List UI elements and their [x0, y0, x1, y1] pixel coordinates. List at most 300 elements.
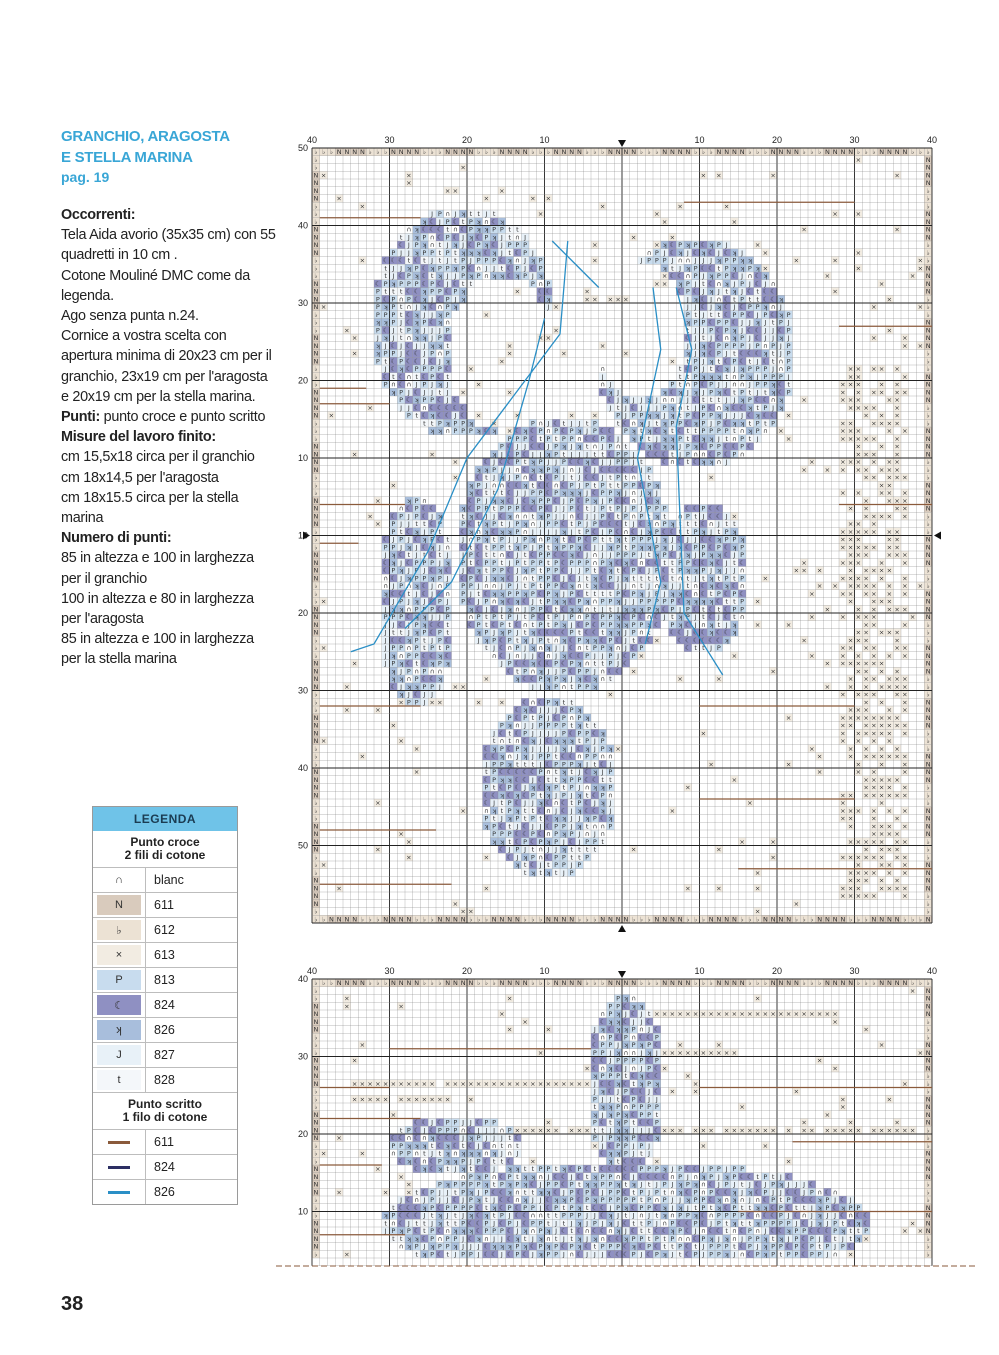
svg-text:♭: ♭	[369, 148, 372, 156]
svg-text:P: P	[624, 427, 628, 435]
svg-text:∩: ∩	[631, 489, 636, 497]
svg-text:J: J	[686, 342, 689, 350]
svg-text:t: t	[687, 528, 690, 536]
svg-text:×: ×	[902, 574, 907, 582]
svg-text:×: ×	[863, 404, 868, 412]
svg-text:∩: ∩	[406, 303, 411, 311]
svg-text:☾: ☾	[739, 357, 745, 365]
svg-text:ʞ: ʞ	[399, 605, 403, 613]
svg-text:J: J	[391, 326, 394, 334]
svg-text:ʞ: ʞ	[500, 598, 504, 606]
svg-text:×: ×	[453, 458, 458, 466]
svg-text:×: ×	[662, 272, 667, 280]
svg-text:J: J	[446, 574, 449, 582]
svg-text:t: t	[454, 249, 457, 257]
svg-text:J: J	[678, 605, 681, 613]
svg-text:J: J	[384, 551, 387, 559]
page-reference: pag. 19	[61, 168, 276, 187]
svg-text:×: ×	[840, 381, 845, 389]
svg-text:☾: ☾	[421, 660, 427, 668]
svg-text:☾: ☾	[406, 613, 412, 621]
svg-text:N: N	[926, 489, 931, 497]
svg-text:P: P	[492, 520, 496, 528]
svg-text:×: ×	[786, 435, 791, 443]
svg-text:×: ×	[879, 381, 884, 389]
svg-text:J: J	[430, 295, 433, 303]
svg-text:☾: ☾	[468, 567, 474, 575]
svg-text:☾: ☾	[553, 551, 559, 559]
svg-text:♭: ♭	[640, 148, 643, 156]
svg-text:∩: ∩	[678, 574, 683, 582]
svg-text:ʞ: ʞ	[407, 543, 411, 551]
svg-text:☾: ☾	[600, 574, 606, 582]
svg-text:t: t	[733, 574, 736, 582]
svg-text:×: ×	[584, 288, 589, 296]
svg-text:P: P	[523, 543, 527, 551]
svg-text:ʞ: ʞ	[693, 419, 697, 427]
svg-text:×: ×	[856, 536, 861, 544]
svg-text:J: J	[624, 644, 627, 652]
svg-text:ʞ: ʞ	[709, 559, 713, 567]
svg-text:t: t	[547, 559, 550, 567]
svg-text:J: J	[756, 373, 759, 381]
svg-text:P: P	[763, 373, 767, 381]
svg-text:P: P	[717, 443, 721, 451]
svg-text:P: P	[639, 644, 643, 652]
svg-text:ʞ: ʞ	[414, 233, 418, 241]
svg-text:∩: ∩	[523, 574, 528, 582]
svg-text:t: t	[539, 474, 542, 482]
svg-text:N: N	[926, 210, 931, 218]
svg-text:☾: ☾	[507, 574, 513, 582]
svg-text:ʞ: ʞ	[655, 481, 659, 489]
svg-text:♭: ♭	[764, 148, 767, 156]
svg-text:J: J	[686, 388, 689, 396]
svg-text:P: P	[453, 419, 457, 427]
svg-text:J: J	[663, 412, 666, 420]
svg-text:ʞ: ʞ	[569, 605, 573, 613]
svg-text:♭: ♭	[438, 148, 441, 156]
svg-text:♭: ♭	[531, 148, 534, 156]
svg-text:☾: ☾	[623, 613, 629, 621]
svg-text:∩: ∩	[437, 667, 442, 675]
svg-text:ʞ: ʞ	[647, 427, 651, 435]
svg-text:☾: ☾	[468, 241, 474, 249]
svg-text:×: ×	[863, 512, 868, 520]
svg-text:P: P	[500, 621, 504, 629]
svg-text:J: J	[415, 303, 418, 311]
svg-text:J: J	[779, 350, 782, 358]
svg-text:∩: ∩	[592, 443, 597, 451]
svg-text:ʞ: ʞ	[732, 326, 736, 334]
svg-text:☾: ☾	[437, 226, 443, 234]
svg-text:☾: ☾	[700, 536, 706, 544]
svg-text:P: P	[616, 474, 620, 482]
svg-text:P: P	[570, 660, 574, 668]
svg-text:P: P	[725, 427, 729, 435]
svg-text:♭: ♭	[314, 489, 317, 497]
svg-text:t: t	[477, 520, 480, 528]
svg-text:t: t	[694, 311, 697, 319]
svg-text:J: J	[508, 559, 511, 567]
svg-text:N: N	[608, 148, 613, 156]
svg-text:P: P	[461, 264, 465, 272]
svg-text:P: P	[523, 435, 527, 443]
svg-text:J: J	[515, 536, 518, 544]
svg-text:♭: ♭	[648, 148, 651, 156]
svg-text:P: P	[585, 481, 589, 489]
svg-text:P: P	[461, 582, 465, 590]
svg-text:☾: ☾	[708, 342, 714, 350]
svg-text:t: t	[400, 334, 403, 342]
svg-text:ʞ: ʞ	[422, 613, 426, 621]
svg-text:J: J	[748, 280, 751, 288]
svg-text:P: P	[430, 249, 434, 257]
svg-text:×: ×	[825, 466, 830, 474]
svg-text:♭: ♭	[314, 636, 317, 644]
svg-text:☾: ☾	[623, 419, 629, 427]
svg-text:N: N	[833, 148, 838, 156]
svg-text:×: ×	[321, 598, 326, 606]
svg-text:P: P	[477, 536, 481, 544]
svg-text:☾: ☾	[406, 350, 412, 358]
svg-text:P: P	[655, 249, 659, 257]
svg-text:t: t	[772, 357, 775, 365]
legend-row-827	[93, 1043, 237, 1068]
svg-text:ʞ: ʞ	[662, 241, 666, 249]
svg-text:♭: ♭	[927, 412, 930, 420]
svg-text:×: ×	[530, 195, 535, 203]
svg-text:P: P	[763, 381, 767, 389]
svg-text:J: J	[647, 567, 650, 575]
svg-text:☾: ☾	[414, 404, 420, 412]
svg-text:☾: ☾	[592, 613, 598, 621]
svg-text:×: ×	[902, 373, 907, 381]
svg-text:t: t	[702, 605, 705, 613]
svg-text:P: P	[632, 481, 636, 489]
svg-text:J: J	[585, 520, 588, 528]
svg-text:☾: ☾	[476, 574, 482, 582]
svg-text:P: P	[546, 567, 550, 575]
svg-text:P: P	[415, 559, 419, 567]
svg-text:×: ×	[468, 365, 473, 373]
svg-text:×: ×	[801, 466, 806, 474]
svg-text:P: P	[477, 621, 481, 629]
svg-text:P: P	[655, 257, 659, 265]
svg-text:×: ×	[840, 489, 845, 497]
svg-text:☾: ☾	[398, 257, 404, 265]
svg-text:ʞ: ʞ	[484, 520, 488, 528]
svg-text:∩: ∩	[678, 257, 683, 265]
svg-text:J: J	[492, 629, 495, 637]
svg-text:t: t	[524, 613, 527, 621]
svg-text:t: t	[392, 288, 395, 296]
svg-text:∩: ∩	[430, 241, 435, 249]
numero-line-1: 85 in altezza e 100 in larghezza per il granchio	[61, 548, 276, 588]
svg-text:ʞ: ʞ	[709, 373, 713, 381]
svg-text:ʞ: ʞ	[461, 505, 465, 513]
svg-text:☾: ☾	[390, 636, 396, 644]
svg-text:P: P	[508, 505, 512, 513]
svg-text:☾: ☾	[406, 528, 412, 536]
svg-text:J: J	[484, 264, 487, 272]
svg-text:×: ×	[879, 419, 884, 427]
svg-text:∩: ∩	[647, 613, 652, 621]
svg-text:P: P	[694, 528, 698, 536]
svg-text:t: t	[594, 481, 597, 489]
svg-text:P: P	[508, 660, 512, 668]
svg-text:☾: ☾	[693, 505, 699, 513]
svg-text:☾: ☾	[406, 311, 412, 319]
svg-text:☾: ☾	[708, 280, 714, 288]
legend-code: 828	[146, 1073, 175, 1087]
svg-text:P: P	[407, 272, 411, 280]
svg-text:P: P	[515, 474, 519, 482]
svg-text:P: P	[391, 319, 395, 327]
svg-text:P: P	[663, 598, 667, 606]
svg-text:☾: ☾	[499, 644, 505, 652]
svg-text:t: t	[663, 559, 666, 567]
svg-text:t: t	[462, 512, 465, 520]
svg-text:J: J	[577, 450, 580, 458]
svg-text:t: t	[648, 474, 651, 482]
svg-text:∩: ∩	[716, 404, 721, 412]
svg-text:P: P	[787, 311, 791, 319]
svg-text:N: N	[926, 218, 931, 226]
svg-text:☾: ☾	[561, 582, 567, 590]
svg-text:ʞ: ʞ	[616, 629, 620, 637]
svg-text:☾: ☾	[615, 636, 621, 644]
svg-text:∩: ∩	[422, 404, 427, 412]
svg-text:P: P	[608, 497, 612, 505]
svg-text:N: N	[926, 443, 931, 451]
svg-text:J: J	[531, 249, 534, 257]
svg-text:☾: ☾	[491, 621, 497, 629]
svg-text:P: P	[670, 419, 674, 427]
svg-text:♭: ♭	[586, 148, 589, 156]
svg-text:×: ×	[910, 272, 915, 280]
svg-text:ʞ: ʞ	[624, 574, 628, 582]
svg-text:∩: ∩	[670, 458, 675, 466]
svg-text:t: t	[671, 567, 674, 575]
svg-text:ʞ: ʞ	[779, 295, 783, 303]
svg-text:ʞ: ʞ	[484, 528, 488, 536]
svg-text:N: N	[662, 148, 667, 156]
svg-text:ʞ: ʞ	[662, 543, 666, 551]
svg-text:t: t	[501, 489, 504, 497]
x-tick-label: 20	[772, 135, 782, 145]
svg-text:∩: ∩	[499, 551, 504, 559]
svg-text:J: J	[508, 536, 511, 544]
svg-text:♭: ♭	[710, 148, 713, 156]
svg-text:N: N	[313, 350, 318, 358]
svg-text:ʞ: ʞ	[523, 481, 527, 489]
svg-text:N: N	[313, 171, 318, 179]
svg-text:t: t	[648, 435, 651, 443]
backstitch-line	[108, 1191, 130, 1194]
svg-text:P: P	[531, 590, 535, 598]
svg-text:×: ×	[856, 636, 861, 644]
svg-text:×: ×	[825, 272, 830, 280]
svg-text:J: J	[670, 543, 673, 551]
svg-text:∩: ∩	[430, 233, 435, 241]
backstitch-line	[108, 1166, 130, 1169]
svg-text:P: P	[415, 512, 419, 520]
svg-text:☾: ☾	[623, 652, 629, 660]
cross-stitch-chart-top	[290, 120, 960, 940]
svg-text:☾: ☾	[452, 233, 458, 241]
svg-text:J: J	[694, 257, 697, 265]
svg-text:J: J	[422, 567, 425, 575]
svg-text:t: t	[710, 396, 713, 404]
svg-text:P: P	[577, 636, 581, 644]
svg-text:∩: ∩	[600, 365, 605, 373]
svg-text:N: N	[926, 171, 931, 179]
svg-text:×: ×	[848, 419, 853, 427]
svg-text:×: ×	[902, 582, 907, 590]
svg-text:×: ×	[879, 365, 884, 373]
svg-text:t: t	[586, 574, 589, 582]
svg-text:P: P	[546, 497, 550, 505]
svg-text:P: P	[779, 319, 783, 327]
x-tick-label: 20	[772, 966, 782, 976]
svg-text:ʞ: ʞ	[670, 412, 674, 420]
svg-text:☾: ☾	[724, 249, 730, 257]
svg-text:P: P	[554, 443, 558, 451]
svg-text:☾: ☾	[662, 574, 668, 582]
svg-text:P: P	[515, 435, 519, 443]
svg-text:☾: ☾	[545, 629, 551, 637]
svg-text:J: J	[639, 489, 642, 497]
svg-text:×: ×	[460, 164, 465, 172]
x-tick-label: 30	[384, 966, 394, 976]
svg-text:P: P	[546, 536, 550, 544]
svg-text:ʞ: ʞ	[376, 350, 380, 358]
svg-text:J: J	[663, 590, 666, 598]
legend-code: 827	[146, 1048, 175, 1062]
svg-text:P: P	[515, 505, 519, 513]
svg-text:×: ×	[848, 435, 853, 443]
svg-text:ʞ: ʞ	[492, 427, 496, 435]
svg-text:P: P	[399, 644, 403, 652]
svg-text:×: ×	[863, 621, 868, 629]
svg-text:×: ×	[809, 613, 814, 621]
svg-text:J: J	[407, 241, 410, 249]
svg-text:J: J	[639, 396, 642, 404]
svg-text:J: J	[384, 644, 387, 652]
svg-text:P: P	[399, 512, 403, 520]
svg-text:∩: ∩	[740, 567, 745, 575]
x-tick-label: 40	[927, 135, 937, 145]
svg-text:P: P	[399, 388, 403, 396]
svg-text:☾: ☾	[724, 450, 730, 458]
svg-text:P: P	[701, 427, 705, 435]
svg-text:J: J	[391, 334, 394, 342]
svg-text:t: t	[415, 520, 418, 528]
svg-text:J: J	[639, 505, 642, 513]
svg-text:J: J	[787, 373, 790, 381]
svg-text:J: J	[670, 536, 673, 544]
svg-text:×: ×	[871, 660, 876, 668]
svg-text:☾: ☾	[592, 458, 598, 466]
svg-text:ʞ: ʞ	[732, 334, 736, 342]
svg-text:♭: ♭	[927, 474, 930, 482]
svg-text:J: J	[748, 334, 751, 342]
svg-text:N: N	[313, 233, 318, 241]
svg-text:×: ×	[887, 528, 892, 536]
svg-text:N: N	[313, 334, 318, 342]
svg-text:☾: ☾	[592, 621, 598, 629]
svg-text:P: P	[725, 528, 729, 536]
svg-text:☾: ☾	[662, 450, 668, 458]
svg-text:☾: ☾	[669, 551, 675, 559]
svg-text:J: J	[694, 280, 697, 288]
svg-text:N: N	[313, 396, 318, 404]
svg-text:×: ×	[453, 187, 458, 195]
svg-text:P: P	[508, 636, 512, 644]
legend-box	[92, 806, 238, 1205]
svg-text:t: t	[725, 520, 728, 528]
svg-text:☾: ☾	[631, 466, 637, 474]
svg-text:J: J	[523, 257, 526, 265]
svg-text:ʞ: ʞ	[763, 272, 767, 280]
svg-text:×: ×	[856, 613, 861, 621]
svg-text:ʞ: ʞ	[717, 567, 721, 575]
svg-text:×: ×	[367, 512, 372, 520]
svg-text:ʞ: ʞ	[779, 396, 783, 404]
svg-text:t: t	[485, 543, 488, 551]
svg-text:☾: ☾	[592, 629, 598, 637]
svg-text:ʞ: ʞ	[554, 598, 558, 606]
svg-text:×: ×	[662, 218, 667, 226]
svg-text:t: t	[749, 419, 752, 427]
svg-text:∩: ∩	[468, 536, 473, 544]
svg-text:N: N	[515, 148, 520, 156]
svg-text:ʞ: ʞ	[771, 388, 775, 396]
svg-text:☾: ☾	[677, 536, 683, 544]
svg-text:J: J	[446, 272, 449, 280]
svg-text:P: P	[376, 303, 380, 311]
svg-text:×: ×	[863, 644, 868, 652]
svg-text:t: t	[733, 388, 736, 396]
svg-text:☾: ☾	[607, 450, 613, 458]
svg-text:☾: ☾	[693, 629, 699, 637]
svg-text:∩: ∩	[499, 481, 504, 489]
svg-text:∩: ∩	[554, 636, 559, 644]
svg-text:☾: ☾	[576, 512, 582, 520]
svg-text:×: ×	[871, 652, 876, 660]
svg-text:☾: ☾	[584, 474, 590, 482]
svg-text:☾: ☾	[429, 303, 435, 311]
svg-text:☾: ☾	[708, 536, 714, 544]
svg-text:☾: ☾	[693, 559, 699, 567]
svg-text:P: P	[415, 241, 419, 249]
svg-text:×: ×	[902, 489, 907, 497]
svg-text:ʞ: ʞ	[438, 311, 442, 319]
svg-text:☾: ☾	[561, 605, 567, 613]
svg-text:P: P	[694, 381, 698, 389]
svg-text:P: P	[593, 520, 597, 528]
svg-text:ʞ: ʞ	[531, 466, 535, 474]
svg-text:N: N	[313, 388, 318, 396]
legend-code: 813	[146, 973, 175, 987]
svg-text:ʞ: ʞ	[701, 373, 705, 381]
svg-text:☾: ☾	[638, 520, 644, 528]
x-tick-label: 10	[694, 135, 704, 145]
svg-text:N: N	[724, 148, 729, 156]
svg-text:×: ×	[654, 280, 659, 288]
svg-text:J: J	[639, 497, 642, 505]
